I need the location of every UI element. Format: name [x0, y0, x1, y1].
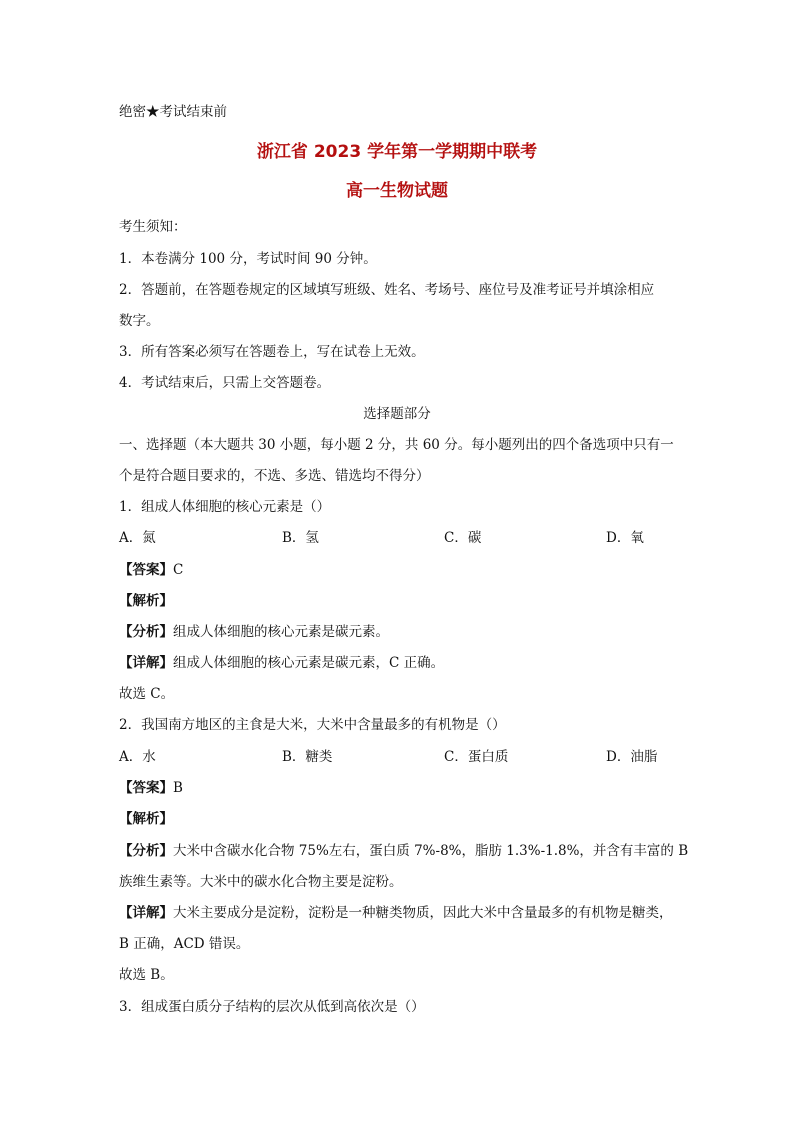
question-1-option-a: A．氮 — [119, 530, 156, 546]
xiangjie-text: 组成人体细胞的核心元素是碳元素，C 正确。 — [173, 655, 445, 671]
xiangjie-text: 大米主要成分是淀粉，淀粉是一种糖类物质，因此大米中含量最多的有机物是糖类， — [173, 905, 673, 921]
question-2-option-d: D．油脂 — [606, 749, 658, 765]
exam-subtitle: 高一生物试题 — [346, 181, 448, 201]
question-2-fenxi-line-1 — [119, 842, 688, 860]
question-3-stem: 3．组成蛋白质分子结构的层次从低到高依次是（） — [119, 999, 425, 1015]
question-1-answer — [119, 561, 183, 579]
confidential-mark: 绝密★考试结束前 — [119, 104, 227, 120]
question-2-fenxi-line-2: 族维生素等。大米中的碳水化合物主要是淀粉。 — [119, 874, 403, 890]
question-2-answer — [119, 779, 183, 797]
fenxi-tag: 【分析】 — [119, 624, 173, 640]
question-1-analysis-tag: 【解析】 — [119, 593, 173, 609]
answer-tag: 【答案】 — [119, 780, 173, 796]
answer-value: C — [173, 562, 184, 578]
question-1-option-d: D．氧 — [606, 530, 644, 546]
notice-heading: 考生须知： — [119, 219, 187, 235]
question-1-option-b: B．氢 — [282, 530, 319, 546]
question-1-stem: 1．组成人体细胞的核心元素是（） — [119, 499, 331, 515]
section-intro-line-2: 个是符合题目要求的，不选、多选、错选均不得分） — [119, 468, 430, 484]
question-1-fenxi — [119, 623, 389, 641]
question-2-option-c: C．蛋白质 — [444, 749, 509, 765]
question-2-xiangjie-line-1 — [119, 904, 673, 922]
question-2-analysis-tag: 【解析】 — [119, 811, 173, 827]
xiangjie-tag: 【详解】 — [119, 655, 173, 671]
fenxi-text: 组成人体细胞的核心元素是碳元素。 — [173, 624, 389, 640]
question-2-option-b: B．糖类 — [282, 749, 333, 765]
fenxi-tag: 【分析】 — [119, 843, 173, 859]
question-2-conclusion: 故选 B。 — [119, 967, 174, 983]
question-2-xiangjie-line-2: B 正确，ACD 错误。 — [119, 936, 250, 952]
question-1-option-c: C．碳 — [444, 530, 482, 546]
exam-title: 浙江省 2023 学年第一学期期中联考 — [256, 142, 538, 162]
notice-item-1: 1．本卷满分 100 分，考试时间 90 分钟。 — [119, 251, 377, 267]
answer-value: B — [173, 780, 183, 796]
answer-tag: 【答案】 — [119, 562, 173, 578]
xiangjie-tag: 【详解】 — [119, 905, 173, 921]
notice-item-2-cont: 数字。 — [119, 313, 160, 329]
section-intro-line-1: 一、选择题（本大题共 30 小题，每小题 2 分，共 60 分。每小题列出的四个备选项中只有一 — [119, 437, 674, 453]
question-2-option-a: A．水 — [119, 749, 156, 765]
notice-item-2: 2．答题前，在答题卷规定的区域填写班级、姓名、考场号、座位号及准考证号并填涂相应 — [119, 282, 655, 298]
question-1-conclusion: 故选 C。 — [119, 686, 175, 702]
notice-item-4: 4．考试结束后，只需上交答题卷。 — [119, 375, 331, 391]
notice-item-3: 3．所有答案必须写在答题卷上，写在试卷上无效。 — [119, 344, 425, 360]
question-2-stem: 2．我国南方地区的主食是大米，大米中含量最多的有机物是（） — [119, 717, 506, 733]
section-title: 选择题部分 — [363, 406, 431, 422]
question-1-xiangjie — [119, 654, 444, 672]
fenxi-text: 大米中含碳水化合物 75%左右，蛋白质 7%-8%，脂肪 1.3%-1.8%，并含有丰富的 B — [173, 843, 689, 859]
